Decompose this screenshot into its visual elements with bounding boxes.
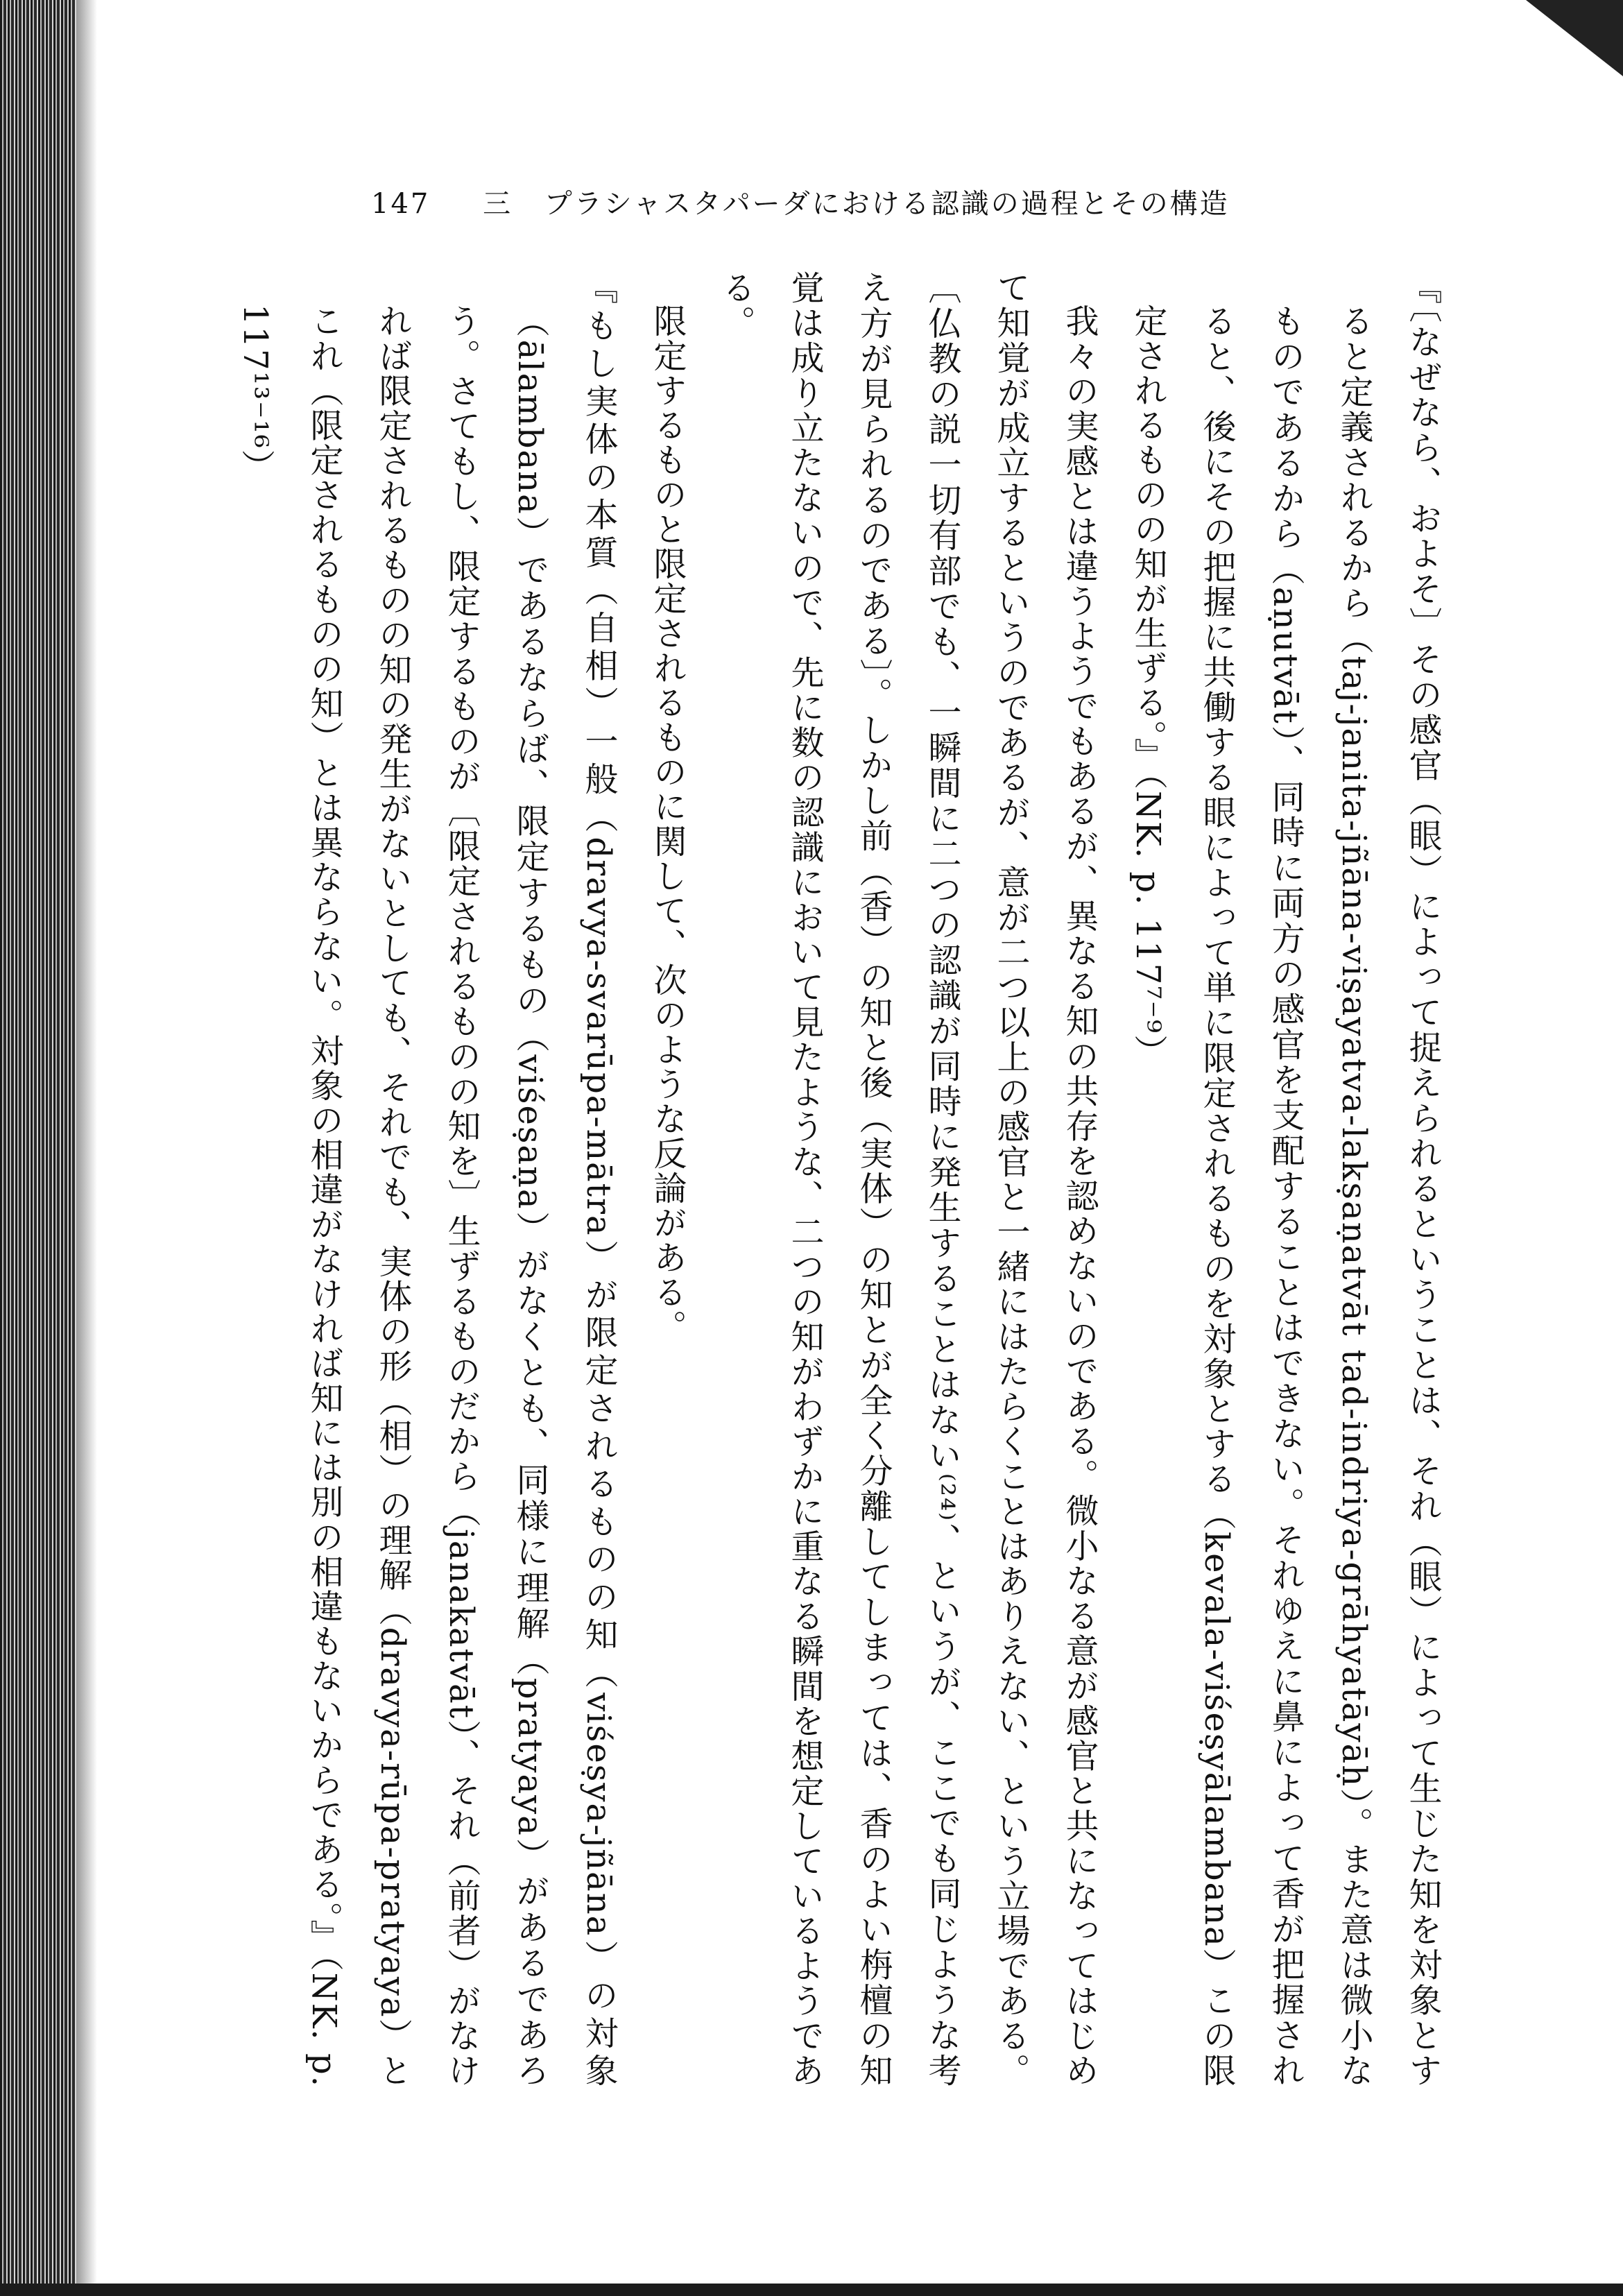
scan-binding-shadow <box>0 0 76 2296</box>
body-text <box>160 271 1457 2088</box>
paragraph-1: 我々の実感とは違うようでもあるが、異なる知の共存を認めないのである。微小なる意が感官と共になってはじめて知覚が成立するというのであるが、意が二つ以上の感官と一緒にはたらくことはありえない、という立場である。〔仏教の説一切有部でも、一瞬間に二つの認識が同時に発生することはない⁽²⁴⁾、というが、ここでも同じような考え方が見られるのである〕。しかし前（香）の知と後（実体）の知とが全く分離してしまっては、香のよい栴檀の知覚は成り立たないので、先に数の認識において見たような、二つの知がわずかに重なる瞬間を想定しているようである。 <box>716 271 1099 2088</box>
scan-corner-shadow <box>1526 0 1623 76</box>
scan-binding-fade <box>76 0 97 2296</box>
quotation-2: 『もし実体の本質（自相）一般（dravya-svarūpa-mātra）が限定されるものの知（viśeṣya-jñāna）の対象（ālambana）であるならば、限定するもの（viśeṣaṇa）がなくとも、同様に理解（pratyaya）があるであろう。さてもし、限定するものが〔限定されるものの知を〕生ずるものだから（janakatvāt）、それ（前者）がなければ限定されるものの知の発生がないとしても、それでも、実体の形（相）の理解（dravya-rūpa-pratyaya）とこれ（限定されるものの知）とは異ならない。対象の相違がなければ知には別の相違もないからである。』（NK. p. 117¹³⁻¹⁶） <box>236 271 618 2088</box>
paragraph-2: 限定するものと限定されるものに関して、次のような反論がある。 <box>648 304 687 1344</box>
chapter-number: 三 <box>483 188 513 220</box>
page-number: 147 <box>371 188 431 220</box>
running-header <box>371 182 1453 230</box>
chapter-title: プラシャスタパーダにおける認識の過程とその構造 <box>544 188 1230 220</box>
quotation-1: 『〔なぜなら、およそ〕その感官（眼）によって捉えられるということは、それ（眼）によって生じた知を対象とすると定義されるから（taj-janita-jñāna-viṣayatva-lakṣaṇatvāt tad-indriya-grāhyatāyāḥ）。また意は微小なものであるから（aṇutvāt）、同時に両方の感官を支配することはできない。それゆえに鼻によって香が把握されると、後にその把握に共働する眼によって単に限定されるものを対象とする（kevala-viśeṣyālambana）この限定されるものの知が生ずる。』（NK. p. 117⁷⁻⁹） <box>1128 271 1442 2088</box>
scan-bottom-edge <box>0 2284 1623 2296</box>
